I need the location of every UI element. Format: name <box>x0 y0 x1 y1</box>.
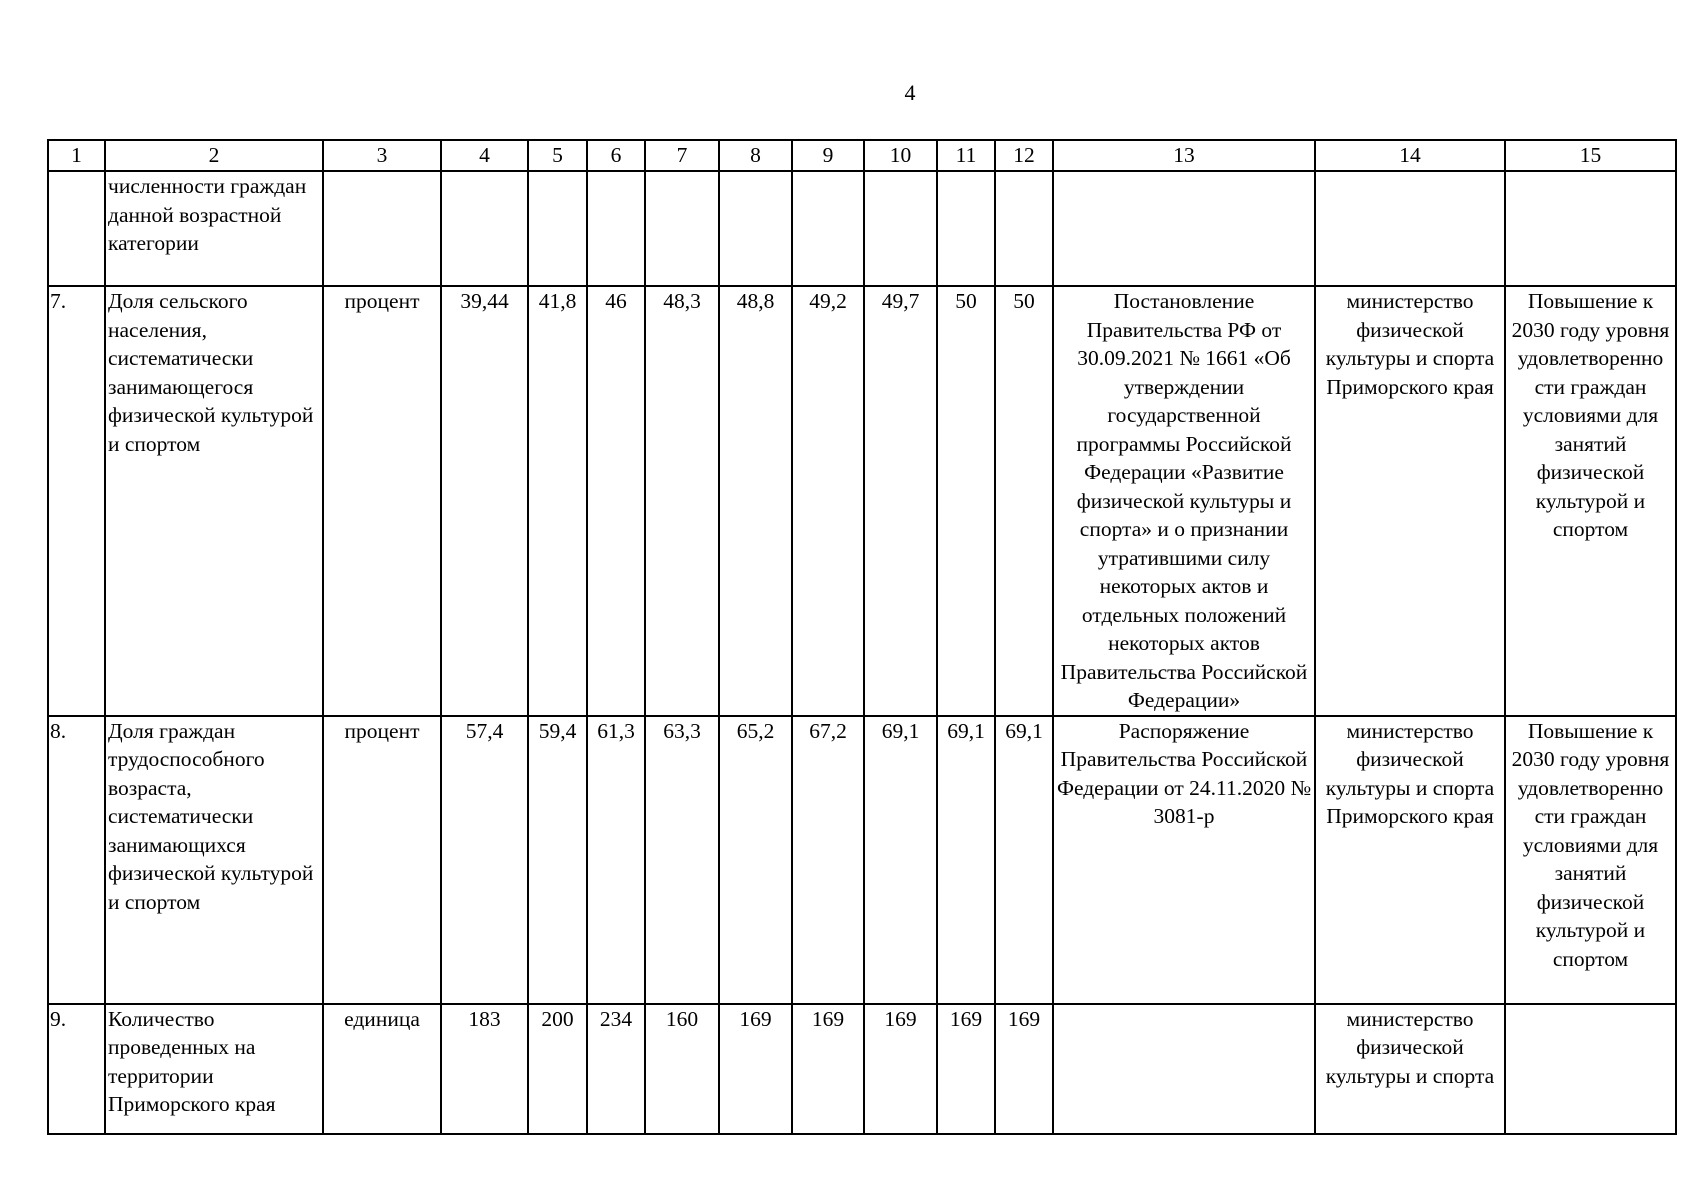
header-cell: 12 <box>995 140 1053 171</box>
value-cell: 59,4 <box>528 716 587 1004</box>
value-cell: 169 <box>719 1004 792 1134</box>
indicator-name: Доля граждан трудоспособного возраста, систематически занимающихся физической культурой и спортом <box>105 716 323 1004</box>
unit-cell: процент <box>323 716 441 1004</box>
value-cell <box>792 171 864 286</box>
responsible-cell <box>1315 171 1505 286</box>
value-cell <box>719 171 792 286</box>
value-cell: 46 <box>587 286 645 716</box>
row-number: 9. <box>48 1004 105 1134</box>
value-cell: 69,1 <box>937 716 995 1004</box>
result-cell <box>1505 1004 1676 1134</box>
value-cell: 41,8 <box>528 286 587 716</box>
value-cell: 200 <box>528 1004 587 1134</box>
indicators-table <box>47 139 1677 1135</box>
value-cell: 234 <box>587 1004 645 1134</box>
page-number: 4 <box>904 80 916 105</box>
header-cell: 10 <box>864 140 937 171</box>
value-cell: 50 <box>937 286 995 716</box>
value-cell: 169 <box>995 1004 1053 1134</box>
value-cell: 57,4 <box>441 716 528 1004</box>
value-cell: 183 <box>441 1004 528 1134</box>
value-cell: 49,7 <box>864 286 937 716</box>
value-cell <box>587 171 645 286</box>
value-cell: 67,2 <box>792 716 864 1004</box>
header-cell: 6 <box>587 140 645 171</box>
header-cell: 9 <box>792 140 864 171</box>
value-cell: 169 <box>864 1004 937 1134</box>
indicator-name: численности граждан данной возрастной категории <box>105 171 323 286</box>
value-cell <box>441 171 528 286</box>
value-cell: 169 <box>792 1004 864 1134</box>
indicator-name: Количество проведенных на территории Приморского края <box>105 1004 323 1134</box>
header-cell: 8 <box>719 140 792 171</box>
header-row <box>48 140 1676 171</box>
value-cell: 48,8 <box>719 286 792 716</box>
header-cell: 13 <box>1053 140 1315 171</box>
header-cell: 5 <box>528 140 587 171</box>
value-cell: 69,1 <box>995 716 1053 1004</box>
responsible-cell: министерство физической культуры и спорта Приморского края <box>1315 286 1505 716</box>
table-row <box>48 1004 1676 1134</box>
value-cell: 39,44 <box>441 286 528 716</box>
header-cell: 4 <box>441 140 528 171</box>
header-cell: 14 <box>1315 140 1505 171</box>
value-cell: 69,1 <box>864 716 937 1004</box>
header-cell: 1 <box>48 140 105 171</box>
basis-cell: Распоряжение Правительства Российской Федерации от 24.11.2020 № 3081-р <box>1053 716 1315 1004</box>
unit-cell: единица <box>323 1004 441 1134</box>
value-cell <box>528 171 587 286</box>
result-cell <box>1505 171 1676 286</box>
unit-cell <box>323 171 441 286</box>
header-cell: 2 <box>105 140 323 171</box>
value-cell: 160 <box>645 1004 719 1134</box>
table-row <box>48 286 1676 716</box>
header-cell: 3 <box>323 140 441 171</box>
table-row <box>48 171 1676 286</box>
responsible-cell: министерство физической культуры и спорта Приморского края <box>1315 716 1505 1004</box>
value-cell <box>645 171 719 286</box>
value-cell: 63,3 <box>645 716 719 1004</box>
result-cell: Повышение к 2030 году уровня удовлетворенно сти граждан условиями для занятий физической культурой и спортом <box>1505 286 1676 716</box>
result-cell: Повышение к 2030 году уровня удовлетворенно сти граждан условиями для занятий физической культурой и спортом <box>1505 716 1676 1004</box>
header-cell: 11 <box>937 140 995 171</box>
value-cell: 48,3 <box>645 286 719 716</box>
value-cell: 49,2 <box>792 286 864 716</box>
table-row <box>48 716 1676 1004</box>
value-cell: 50 <box>995 286 1053 716</box>
row-number: 8. <box>48 716 105 1004</box>
indicator-name: Доля сельского населения, систематически занимающегося физической культурой и спортом <box>105 286 323 716</box>
header-cell: 15 <box>1505 140 1676 171</box>
basis-cell <box>1053 171 1315 286</box>
header-cell: 7 <box>645 140 719 171</box>
row-number: 7. <box>48 286 105 716</box>
basis-cell <box>1053 1004 1315 1134</box>
responsible-cell: министерство физической культуры и спорта <box>1315 1004 1505 1134</box>
value-cell <box>995 171 1053 286</box>
value-cell: 65,2 <box>719 716 792 1004</box>
value-cell <box>937 171 995 286</box>
value-cell: 61,3 <box>587 716 645 1004</box>
value-cell: 169 <box>937 1004 995 1134</box>
row-number <box>48 171 105 286</box>
value-cell <box>864 171 937 286</box>
unit-cell: процент <box>323 286 441 716</box>
basis-cell: Постановление Правительства РФ от 30.09.2021 № 1661 «Об утверждении государственной программы Российской Федерации «Развитие физической культуры и спорта» и о признании утратившими силу некоторых актов и отдельных положений некоторых актов Правительства Российской Федерации» <box>1053 286 1315 716</box>
